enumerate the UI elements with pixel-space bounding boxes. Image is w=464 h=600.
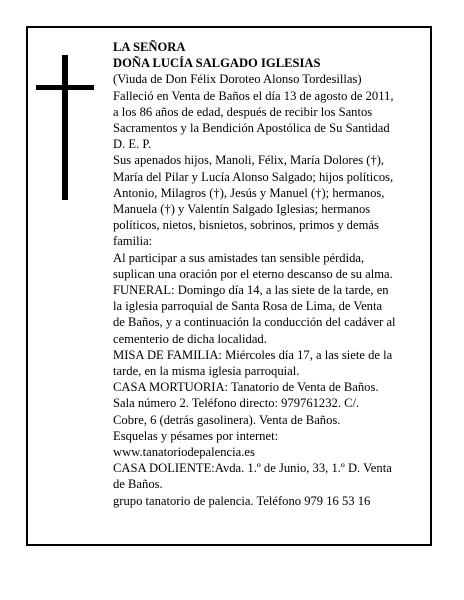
family-home-line: CASA DOLIENTE:Avda. 1.º de Junio, 33, 1.º D. Venta <box>113 461 392 476</box>
family-line: Sus apenados hijos, Manoli, Félix, María Dolores (†), <box>113 153 385 168</box>
deceased-name: DOÑA LUCÍA SALGADO IGLESIAS <box>113 56 321 71</box>
text-line: suplican una oración por el eterno descanso de su alma. <box>113 266 393 281</box>
text-line: políticos, nietos, bisnietos, sobrinos, primos y demás <box>113 218 379 233</box>
prayer-request-line: Al participar a sus amistades tan sensible pérdida, <box>113 250 365 265</box>
text-line: de Baños. <box>113 477 163 492</box>
text-line: Sala número 2. Teléfono directo: 979761232. C/. <box>113 396 360 411</box>
widow-of-line: (Viuda de Don Félix Doroteo Alonso Tordesillas) <box>113 72 362 87</box>
text-line: María del Pilar y Lucía Alonso Salgado; hijos políticos, <box>113 169 394 184</box>
online-condolences-line: Esquelas y pésames por internet: <box>113 428 279 443</box>
text-line: a los 86 años de edad, después de recibir los Santos <box>113 104 373 119</box>
funeral-line: FUNERAL: Domingo día 14, a las siete de la tarde, en <box>113 283 389 298</box>
website-line: www.tanatoriodepalencia.es <box>113 445 255 460</box>
cross-vertical-bar <box>62 55 68 200</box>
funeral-home-line: CASA MORTUORIA: Tanatorio de Venta de Baños. <box>113 380 379 395</box>
phone-line: grupo tanatorio de palencia. Teléfono 979 16 53 16 <box>113 493 371 508</box>
text-line: la iglesia parroquial de Santa Rosa de Lima, de Venta <box>113 299 383 314</box>
text-line: Sacramentos y la Bendición Apostólica de Su Santidad <box>113 121 390 136</box>
rip-line: D. E. P. <box>113 137 152 152</box>
obituary-heading: LA SEÑORA <box>113 40 186 54</box>
text-line: Manuela (†) y Valentín Salgado Iglesias; hermanos <box>113 202 371 217</box>
family-mass-line: MISA DE FAMILIA: Miércoles día 17, a las siete de la <box>113 347 393 362</box>
cross-horizontal-bar <box>36 85 94 90</box>
obituary-text <box>113 39 423 509</box>
text-line: de Baños, y a continuación la conducción del cadáver al <box>113 315 396 330</box>
text-line: cementerio de dicha localidad. <box>113 331 267 346</box>
text-line: Antonio, Milagros (†), Jesús y Manuel (†); hermanos, <box>113 185 385 200</box>
cross-icon <box>36 55 94 200</box>
text-line: familia: <box>113 234 153 249</box>
text-line: Cobre, 6 (detrás gasolinera). Venta de Baños. <box>113 412 341 427</box>
death-date-line: Falleció en Venta de Baños el día 13 de agosto de 2011, <box>113 88 394 103</box>
text-line: tarde, en la misma iglesia parroquial. <box>113 364 300 379</box>
